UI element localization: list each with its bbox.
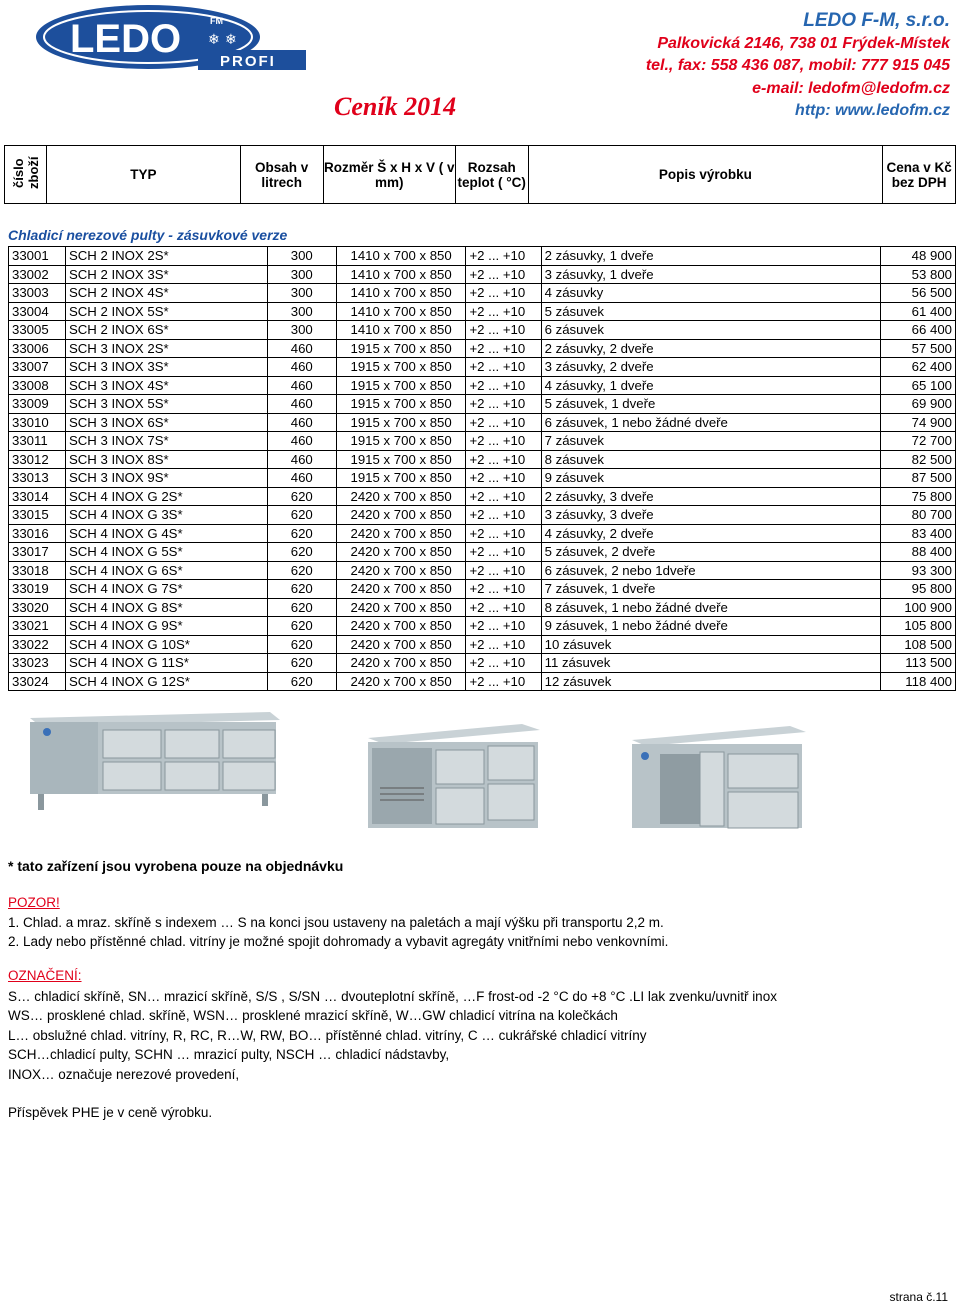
cell-temp: +2 ... +10 (466, 321, 541, 340)
cell-vol: 620 (267, 506, 336, 525)
table-row (9, 543, 956, 562)
cell-dim: 1410 x 700 x 850 (336, 265, 466, 284)
cell-temp: +2 ... +10 (466, 450, 541, 469)
section-title: Chladicí nerezové pulty - zásuvkové verze (8, 227, 288, 243)
cell-num: 33019 (9, 580, 66, 599)
product-image-3 (632, 726, 806, 828)
legend-line-2: WS… prosklené chlad. skříně, WSN… prosklené mrazicí skříně, W…GW chladicí vitrína na kolečkách (8, 1008, 618, 1023)
table-row (9, 469, 956, 488)
cell-price: 53 800 (881, 265, 956, 284)
cell-vol: 460 (267, 395, 336, 414)
cell-desc: 2 zásuvky, 2 dveře (541, 339, 880, 358)
cell-vol: 460 (267, 469, 336, 488)
ledo-logo (30, 2, 310, 92)
cell-vol: 620 (267, 524, 336, 543)
cell-desc: 3 zásuvky, 3 dveře (541, 506, 880, 525)
cell-vol: 620 (267, 635, 336, 654)
company-name: LEDO F-M, s.r.o. (803, 10, 950, 31)
cell-desc: 4 zásuvky, 2 dveře (541, 524, 880, 543)
cell-temp: +2 ... +10 (466, 635, 541, 654)
cell-price: 93 300 (881, 561, 956, 580)
cell-type: SCH 4 INOX G 12S* (65, 672, 267, 691)
cell-num: 33018 (9, 561, 66, 580)
cell-num: 33016 (9, 524, 66, 543)
cell-type: SCH 2 INOX 3S* (65, 265, 267, 284)
cell-dim: 2420 x 700 x 850 (336, 654, 466, 673)
cell-dim: 1915 x 700 x 850 (336, 376, 466, 395)
col-cena: Cena v Kč bez DPH (883, 146, 956, 204)
cell-price: 75 800 (881, 487, 956, 506)
cell-vol: 620 (267, 561, 336, 580)
cell-price: 69 900 (881, 395, 956, 414)
cell-vol: 620 (267, 617, 336, 636)
cell-num: 33001 (9, 247, 66, 266)
cell-type: SCH 2 INOX 4S* (65, 284, 267, 303)
cell-price: 100 900 (881, 598, 956, 617)
cell-desc: 6 zásuvek, 2 nebo 1dveře (541, 561, 880, 580)
cell-price: 82 500 (881, 450, 956, 469)
cell-vol: 620 (267, 598, 336, 617)
cell-desc: 8 zásuvek (541, 450, 880, 469)
cell-temp: +2 ... +10 (466, 617, 541, 636)
cell-type: SCH 4 INOX G 2S* (65, 487, 267, 506)
cell-dim: 2420 x 700 x 850 (336, 598, 466, 617)
phe-note: Příspěvek PHE je v ceně výrobku. (8, 1105, 213, 1120)
cell-num: 33003 (9, 284, 66, 303)
cell-num: 33024 (9, 672, 66, 691)
cell-vol: 460 (267, 450, 336, 469)
cell-type: SCH 3 INOX 9S* (65, 469, 267, 488)
price-table (8, 246, 956, 691)
table-row (9, 487, 956, 506)
cell-type: SCH 4 INOX G 4S* (65, 524, 267, 543)
table-row (9, 506, 956, 525)
table-row (9, 450, 956, 469)
cell-temp: +2 ... +10 (466, 247, 541, 266)
cell-price: 57 500 (881, 339, 956, 358)
cell-num: 33021 (9, 617, 66, 636)
product-photos (0, 708, 960, 843)
cell-price: 80 700 (881, 506, 956, 525)
logo-profi: PROFI (220, 53, 276, 70)
cell-temp: +2 ... +10 (466, 561, 541, 580)
cell-temp: +2 ... +10 (466, 654, 541, 673)
company-phones: tel., fax: 558 436 087, mobil: 777 915 045 (645, 57, 950, 74)
table-row (9, 376, 956, 395)
cell-price: 48 900 (881, 247, 956, 266)
cell-dim: 1410 x 700 x 850 (336, 302, 466, 321)
col-rozsah: Rozsah teplot ( °C) (455, 146, 528, 204)
table-row (9, 395, 956, 414)
cell-dim: 1915 x 700 x 850 (336, 469, 466, 488)
order-note: * tato zařízení jsou vyrobena pouze na objednávku (8, 858, 344, 874)
pozor-title (8, 895, 60, 910)
cell-vol: 300 (267, 284, 336, 303)
cell-vol: 620 (267, 672, 336, 691)
cell-vol: 300 (267, 302, 336, 321)
legend-line-3: L… obslužné chlad. vitríny, R, RC, R…W, RW, BO… přístěnné chlad. vitríny, C … cukrářské chladicí vitríny (8, 1028, 647, 1043)
table-row (9, 617, 956, 636)
cell-num: 33013 (9, 469, 66, 488)
cell-temp: +2 ... +10 (466, 543, 541, 562)
cell-vol: 300 (267, 265, 336, 284)
cell-dim: 2420 x 700 x 850 (336, 506, 466, 525)
cell-dim: 1915 x 700 x 850 (336, 413, 466, 432)
cell-price: 56 500 (881, 284, 956, 303)
table-row (9, 672, 956, 691)
cell-type: SCH 4 INOX G 10S* (65, 635, 267, 654)
cell-price: 108 500 (881, 635, 956, 654)
cell-type: SCH 3 INOX 4S* (65, 376, 267, 395)
cell-temp: +2 ... +10 (466, 395, 541, 414)
pozor-item-1: 1. Chlad. a mraz. skříně s indexem … S na konci jsou ustaveny na paletách a mají výšku při transportu 2,2 m. (8, 915, 664, 930)
cell-num: 33017 (9, 543, 66, 562)
col-obsah: Obsah v litrech (240, 146, 323, 204)
cell-price: 61 400 (881, 302, 956, 321)
cell-vol: 300 (267, 247, 336, 266)
cell-dim: 1915 x 700 x 850 (336, 450, 466, 469)
company-info (646, 10, 950, 123)
cell-type: SCH 4 INOX G 11S* (65, 654, 267, 673)
cell-temp: +2 ... +10 (466, 524, 541, 543)
cell-type: SCH 2 INOX 5S* (65, 302, 267, 321)
company-email[interactable]: e-mail: ledofm@ledofm.cz (752, 79, 950, 97)
cell-num: 33011 (9, 432, 66, 451)
cell-type: SCH 4 INOX G 5S* (65, 543, 267, 562)
cell-vol: 300 (267, 321, 336, 340)
table-row (9, 432, 956, 451)
cell-dim: 2420 x 700 x 850 (336, 635, 466, 654)
cell-num: 33007 (9, 358, 66, 377)
table-row (9, 302, 956, 321)
cell-price: 62 400 (881, 358, 956, 377)
cell-num: 33002 (9, 265, 66, 284)
cell-price: 88 400 (881, 543, 956, 562)
cell-desc: 10 zásuvek (541, 635, 880, 654)
legend-line-4: SCH…chladicí pulty, SCHN … mrazicí pulty, NSCH … chladicí nádstavby, (8, 1047, 450, 1062)
legend-line-1: S… chladicí skříně, SN… mrazicí skříně, S/S , S/SN … dvouteplotní skříně, …F frost-od -2 °C do +8 °C .LI lak zvenku/uvnitř inox (8, 989, 777, 1004)
table-row (9, 358, 956, 377)
cell-dim: 1410 x 700 x 850 (336, 321, 466, 340)
table-row (9, 284, 956, 303)
cell-desc: 11 zásuvek (541, 654, 880, 673)
cell-num: 33015 (9, 506, 66, 525)
cell-price: 118 400 (881, 672, 956, 691)
cell-type: SCH 3 INOX 8S* (65, 450, 267, 469)
cell-desc: 5 zásuvek, 1 dveře (541, 395, 880, 414)
cell-dim: 1915 x 700 x 850 (336, 432, 466, 451)
cell-dim: 2420 x 700 x 850 (336, 487, 466, 506)
cell-num: 33022 (9, 635, 66, 654)
cell-vol: 620 (267, 654, 336, 673)
cell-price: 74 900 (881, 413, 956, 432)
cell-type: SCH 4 INOX G 9S* (65, 617, 267, 636)
cell-temp: +2 ... +10 (466, 487, 541, 506)
col-rozmer: Rozměr Š x H x V ( v mm) (323, 146, 455, 204)
logo-fm: FM (210, 16, 223, 26)
cell-type: SCH 2 INOX 2S* (65, 247, 267, 266)
cell-desc: 4 zásuvky, 1 dveře (541, 376, 880, 395)
col-cislo (5, 146, 47, 204)
cell-temp: +2 ... +10 (466, 506, 541, 525)
cell-temp: +2 ... +10 (466, 339, 541, 358)
oznaceni-title-text: OZNAČENÍ: (8, 968, 82, 983)
cell-desc: 4 zásuvky (541, 284, 880, 303)
cell-price: 72 700 (881, 432, 956, 451)
table-row (9, 321, 956, 340)
cell-dim: 2420 x 700 x 850 (336, 617, 466, 636)
cell-desc: 7 zásuvek, 1 dveře (541, 580, 880, 599)
cell-price: 66 400 (881, 321, 956, 340)
col-popis: Popis výrobku (528, 146, 883, 204)
cell-temp: +2 ... +10 (466, 265, 541, 284)
col-cislo-label: číslo zboží (10, 156, 41, 190)
cell-price: 105 800 (881, 617, 956, 636)
cell-dim: 2420 x 700 x 850 (336, 561, 466, 580)
table-row (9, 580, 956, 599)
cell-vol: 460 (267, 339, 336, 358)
cell-num: 33005 (9, 321, 66, 340)
cell-vol: 460 (267, 376, 336, 395)
table-row (9, 413, 956, 432)
company-address: Palkovická 2146, 738 01 Frýdek-Místek (657, 34, 950, 52)
table-row (9, 561, 956, 580)
cell-dim: 2420 x 700 x 850 (336, 580, 466, 599)
cell-dim: 1915 x 700 x 850 (336, 358, 466, 377)
cell-dim: 2420 x 700 x 850 (336, 524, 466, 543)
cell-type: SCH 3 INOX 6S* (65, 413, 267, 432)
col-typ: TYP (47, 146, 241, 204)
cell-price: 83 400 (881, 524, 956, 543)
cell-vol: 460 (267, 358, 336, 377)
cell-dim: 2420 x 700 x 850 (336, 672, 466, 691)
cell-dim: 1410 x 700 x 850 (336, 247, 466, 266)
cell-temp: +2 ... +10 (466, 284, 541, 303)
product-image-1 (30, 712, 280, 810)
page-number: strana č.11 (889, 1290, 948, 1304)
product-images (0, 708, 960, 843)
cell-temp: +2 ... +10 (466, 358, 541, 377)
cell-desc: 3 zásuvky, 1 dveře (541, 265, 880, 284)
cell-type: SCH 4 INOX G 3S* (65, 506, 267, 525)
cell-temp: +2 ... +10 (466, 672, 541, 691)
cell-desc: 6 zásuvek (541, 321, 880, 340)
cell-temp: +2 ... +10 (466, 302, 541, 321)
cell-temp: +2 ... +10 (466, 469, 541, 488)
cell-desc: 5 zásuvek (541, 302, 880, 321)
cell-price: 95 800 (881, 580, 956, 599)
cell-type: SCH 2 INOX 6S* (65, 321, 267, 340)
cell-num: 33006 (9, 339, 66, 358)
cell-type: SCH 4 INOX G 7S* (65, 580, 267, 599)
company-web[interactable]: http: www.ledofm.cz (795, 102, 950, 119)
table-row (9, 339, 956, 358)
cell-type: SCH 3 INOX 7S* (65, 432, 267, 451)
svg-text:❄: ❄ (208, 32, 220, 48)
cell-desc: 5 zásuvek, 2 dveře (541, 543, 880, 562)
product-image-2 (368, 724, 540, 828)
cell-num: 33014 (9, 487, 66, 506)
table-header (4, 145, 956, 204)
legend-line-5: INOX… označuje nerezové provedení, (8, 1067, 240, 1082)
cell-type: SCH 3 INOX 5S* (65, 395, 267, 414)
oznaceni-title (8, 968, 82, 983)
cell-temp: +2 ... +10 (466, 598, 541, 617)
cell-num: 33009 (9, 395, 66, 414)
cell-desc: 6 zásuvek, 1 nebo žádné dveře (541, 413, 880, 432)
cell-desc: 12 zásuvek (541, 672, 880, 691)
cell-num: 33008 (9, 376, 66, 395)
cell-desc: 2 zásuvky, 1 dveře (541, 247, 880, 266)
cell-temp: +2 ... +10 (466, 376, 541, 395)
cell-vol: 620 (267, 487, 336, 506)
cell-price: 87 500 (881, 469, 956, 488)
table-row (9, 635, 956, 654)
cell-vol: 620 (267, 580, 336, 599)
cell-price: 65 100 (881, 376, 956, 395)
table-row (9, 247, 956, 266)
cell-dim: 1410 x 700 x 850 (336, 284, 466, 303)
cell-num: 33004 (9, 302, 66, 321)
cell-desc: 8 zásuvek, 1 nebo žádné dveře (541, 598, 880, 617)
cell-desc: 9 zásuvek (541, 469, 880, 488)
cell-type: SCH 4 INOX G 6S* (65, 561, 267, 580)
cell-num: 33023 (9, 654, 66, 673)
pozor-item-2: 2. Lady nebo přístěnné chlad. vitríny je možné spojit dohromady a vybavit agregáty vnitřními nebo venkovními. (8, 934, 669, 949)
cell-num: 33012 (9, 450, 66, 469)
cell-temp: +2 ... +10 (466, 580, 541, 599)
cell-vol: 460 (267, 413, 336, 432)
cell-dim: 1915 x 700 x 850 (336, 339, 466, 358)
cell-vol: 620 (267, 543, 336, 562)
cell-num: 33010 (9, 413, 66, 432)
table-row (9, 654, 956, 673)
cell-temp: +2 ... +10 (466, 432, 541, 451)
cell-dim: 1915 x 700 x 850 (336, 395, 466, 414)
cell-type: SCH 3 INOX 3S* (65, 358, 267, 377)
cell-desc: 7 zásuvek (541, 432, 880, 451)
cell-price: 113 500 (881, 654, 956, 673)
cell-dim: 2420 x 700 x 850 (336, 543, 466, 562)
price-list-title: Ceník 2014 (334, 92, 457, 121)
cell-temp: +2 ... +10 (466, 413, 541, 432)
cell-vol: 460 (267, 432, 336, 451)
cell-type: SCH 3 INOX 2S* (65, 339, 267, 358)
logo-text: LEDO (70, 17, 182, 61)
cell-desc: 9 zásuvek, 1 nebo žádné dveře (541, 617, 880, 636)
table-row (9, 265, 956, 284)
cell-num: 33020 (9, 598, 66, 617)
table-row (9, 598, 956, 617)
cell-desc: 2 zásuvky, 3 dveře (541, 487, 880, 506)
svg-text:❄: ❄ (225, 32, 237, 48)
pozor-title-text: POZOR! (8, 895, 60, 910)
table-row (9, 524, 956, 543)
cell-desc: 3 zásuvky, 2 dveře (541, 358, 880, 377)
cell-type: SCH 4 INOX G 8S* (65, 598, 267, 617)
